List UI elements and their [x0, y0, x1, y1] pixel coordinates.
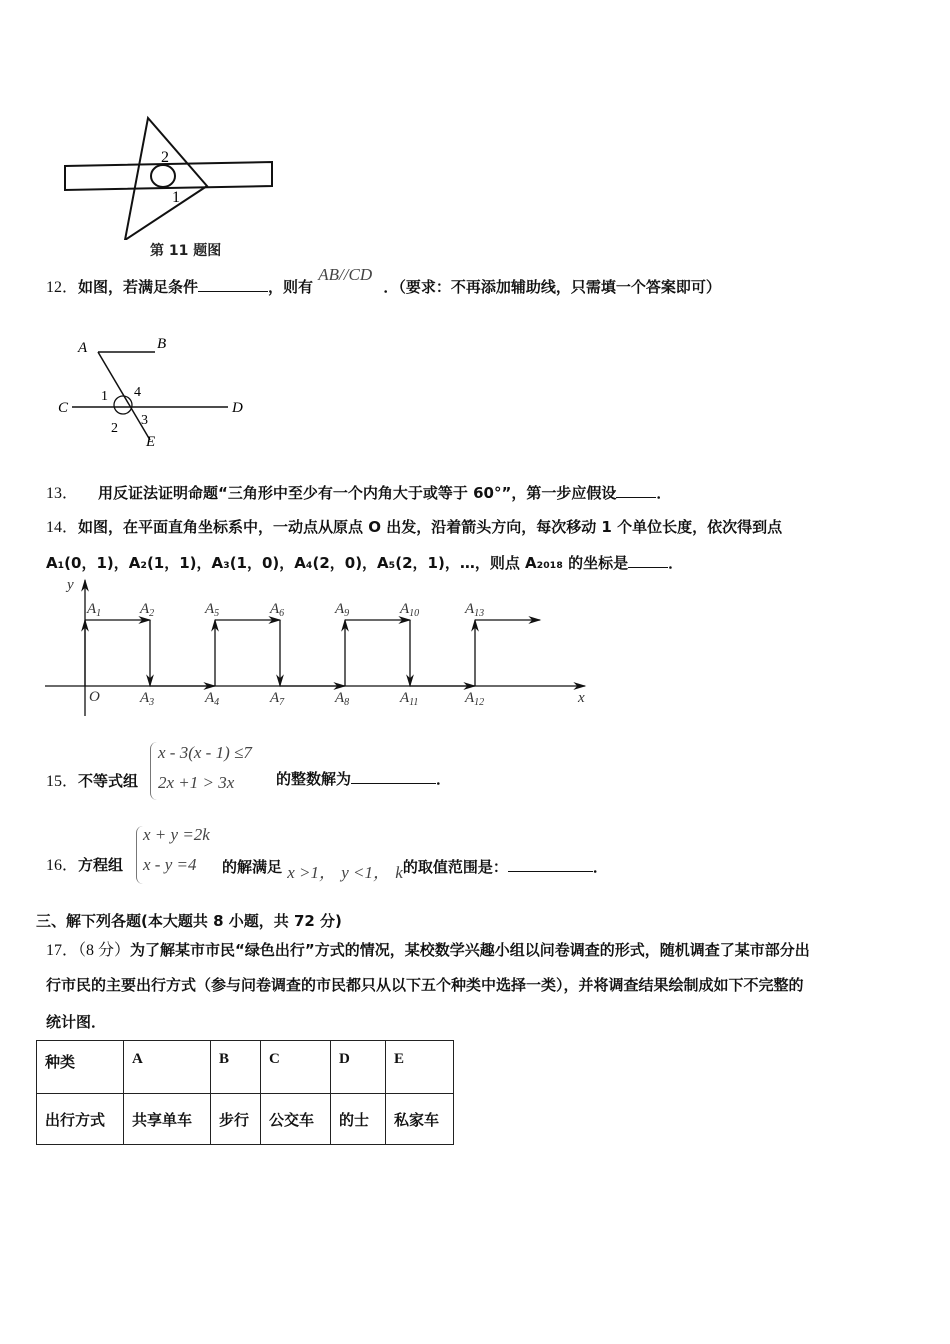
x-axis-label: x: [578, 690, 585, 706]
q16-label: 方程组: [78, 856, 124, 874]
q-number: 16．: [46, 857, 79, 874]
q14-text: 如图，在平面直角坐标系中，一动点从原点 O 出发，沿着箭头方向，每次移动 1 个单位长度，依次得到点: [78, 518, 783, 536]
point-label-A9: $A_9$: [335, 601, 350, 619]
q-number: 17．: [46, 942, 79, 959]
q-number: 13．: [46, 485, 79, 502]
question-17-line1: [46, 937, 810, 960]
question-14-line1: [46, 514, 782, 537]
table-cell: D: [331, 1041, 386, 1094]
point-label-A5: $A_5$: [205, 601, 220, 619]
figure-caption: 第 11 题图: [150, 243, 222, 259]
q16-cond2: y <1，: [341, 863, 391, 882]
q15-eq2: 2x +1 > 3x: [158, 773, 235, 792]
question-16: [46, 852, 123, 875]
point-label-A2: $A_2$: [140, 601, 155, 619]
q-number: 14．: [46, 519, 79, 536]
q17-score: （8 分）: [78, 942, 131, 959]
q16-end: ．: [592, 858, 608, 876]
table-cell: 私家车: [386, 1094, 454, 1145]
y-axis-label: y: [67, 577, 74, 593]
q13-end: ．: [656, 484, 672, 502]
q12-text: 如图，若满足条件: [78, 278, 199, 296]
travel-mode-table: [36, 1040, 454, 1145]
table-cell: 出行方式: [37, 1094, 124, 1145]
ruler-hole: [151, 165, 175, 187]
table-cell: C: [261, 1041, 331, 1094]
q15-after: 的整数解为: [276, 770, 352, 788]
point-label-A12: $A_{12}$: [465, 690, 485, 708]
q-number: 12．: [46, 279, 79, 296]
q16-eq2: x - y =4: [143, 855, 197, 874]
q16-cond3: k: [395, 863, 403, 882]
question-12: [46, 265, 721, 297]
question-16-tail: [222, 852, 608, 882]
label-C: C: [58, 400, 69, 416]
answer-blank: [508, 857, 593, 872]
angle-label-2: 2: [161, 149, 169, 166]
point-label-A1: $A_1$: [87, 601, 102, 619]
origin-label: O: [89, 689, 100, 705]
question-17-line3: 统计图．: [46, 1013, 107, 1031]
point-label-A3: $A_3$: [140, 690, 155, 708]
table-cell: E: [386, 1041, 454, 1094]
q12-math: AB//CD: [318, 265, 373, 284]
q15-label: 不等式组: [78, 772, 139, 790]
table-cell: 种类: [37, 1041, 124, 1094]
answer-blank: [351, 769, 436, 784]
q14-text-2: A₁(0，1)，A₂(1，1)，A₃(1，0)，A₄(2，0)，A₅(2，1)，…，则点 A₂₀₁₈ 的坐标是: [46, 554, 629, 572]
q17-text-1: 为了解某市市民“绿色出行”方式的情况，某校数学兴趣小组以问卷调查的形式，随机调查了某市部分出: [130, 941, 810, 959]
answer-blank: [628, 553, 668, 568]
q16-after2: 的取值范围是：: [402, 858, 508, 876]
point-label-A4: $A_4$: [205, 690, 220, 708]
q16-eq1: x + y =2k: [143, 825, 210, 844]
angle-3: 3: [141, 413, 148, 428]
label-D: D: [232, 400, 243, 416]
question-13: [46, 480, 671, 503]
angle-2: 2: [111, 421, 118, 436]
figure-12-parallel-lines: [50, 330, 260, 455]
angle-1: 1: [101, 389, 108, 404]
table-cell: 公交车: [261, 1094, 331, 1145]
point-label-A11: $A_{11}$: [400, 690, 419, 708]
figure-11-triangle-ruler: [55, 110, 285, 240]
label-A: A: [78, 340, 88, 356]
q15-end: ．: [436, 770, 452, 788]
point-label-A7: $A_7$: [270, 690, 285, 708]
q15-eq1: x - 3(x - 1) ≤7: [158, 743, 252, 762]
label-B: B: [157, 336, 167, 352]
question-15: [46, 768, 138, 791]
answer-blank: [616, 483, 656, 498]
q13-text: 用反证法证明命题“三角形中至少有一个内角大于或等于 60°”，第一步应假设: [98, 484, 617, 502]
table-cell: 的士: [331, 1094, 386, 1145]
table-cell: A: [124, 1041, 211, 1094]
table-cell: 共享单车: [124, 1094, 211, 1145]
figure-14-coordinate-path: [40, 575, 600, 720]
point-label-A6: $A_6$: [270, 601, 285, 619]
q12-text-after: ．（要求：不再添加辅助线，只需填一个答案即可）: [383, 278, 721, 296]
q16-after: 的解满足: [222, 858, 283, 876]
system-brace: [136, 826, 143, 884]
system-brace: [150, 742, 157, 800]
label-E: E: [146, 434, 156, 450]
section-3-title: 三、解下列各题(本大题共 8 小题，共 72 分): [36, 912, 342, 930]
question-15-tail: [276, 768, 451, 789]
table-cell: 步行: [211, 1094, 261, 1145]
point-label-A8: $A_8$: [335, 690, 350, 708]
angle-label-1: 1: [172, 189, 180, 206]
q12-text-mid: ，则有: [268, 278, 314, 296]
angle-4: 4: [134, 385, 141, 400]
question-14-line2: [46, 552, 683, 573]
point-label-A13: $A_{13}$: [465, 601, 485, 619]
table-row: [37, 1094, 454, 1145]
table-cell: B: [211, 1041, 261, 1094]
point-label-A10: $A_{10}$: [400, 601, 420, 619]
q16-cond1: x >1，: [287, 863, 337, 882]
q-number: 15．: [46, 773, 79, 790]
q14-end: ．: [668, 554, 684, 572]
answer-blank: [198, 277, 268, 292]
question-17-line2: 行市民的主要出行方式（参与问卷调查的市民都只从以下五个种类中选择一类），并将调查结果绘制成如下不完整的: [46, 976, 804, 994]
table-header-row: [37, 1041, 454, 1094]
